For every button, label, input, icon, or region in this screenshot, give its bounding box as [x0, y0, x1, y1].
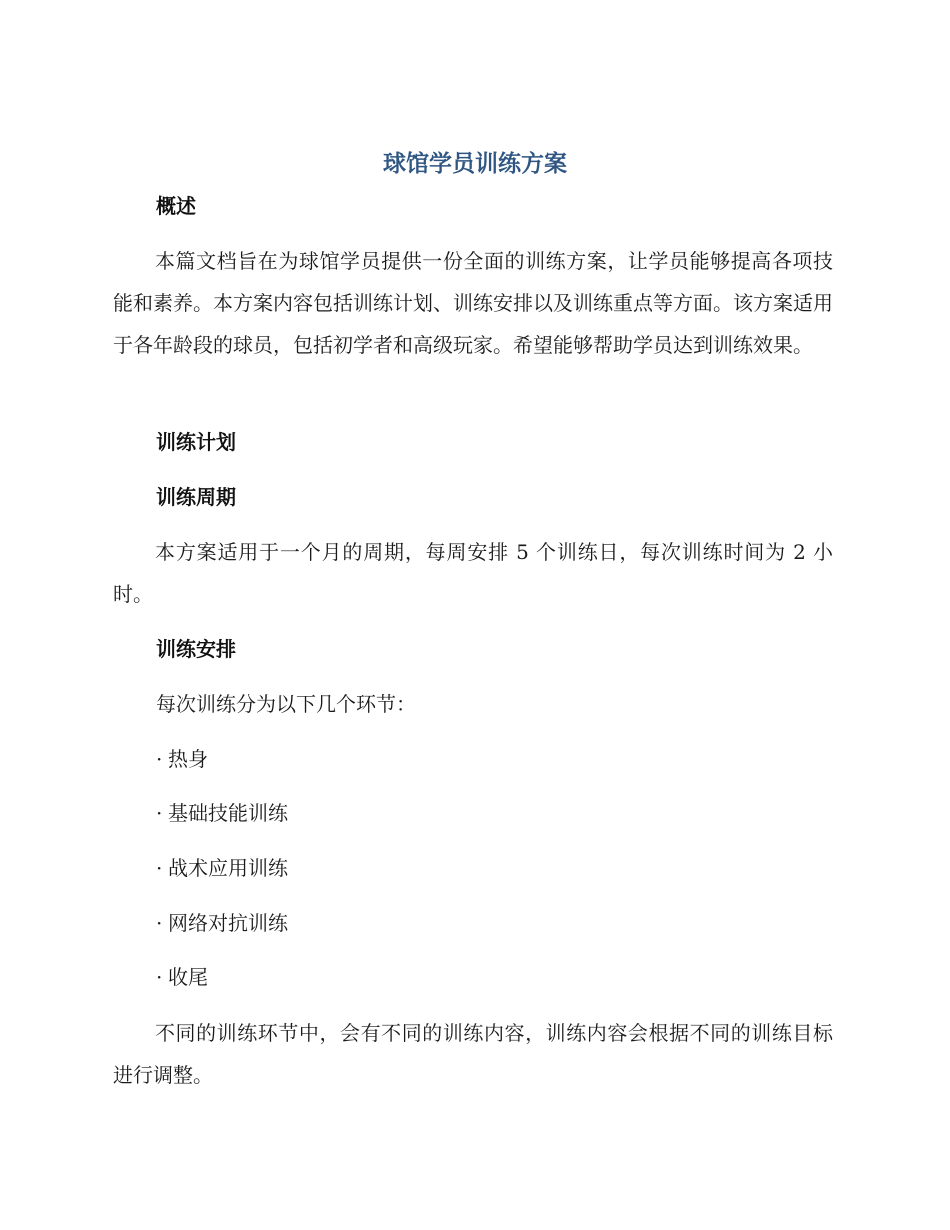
section-heading-overview: 概述: [156, 194, 196, 218]
list-item-label: 热身: [168, 747, 208, 771]
document-title: 球馆学员训练方案: [383, 151, 567, 177]
overview-paragraph: 本篇文档旨在为球馆学员提供一份全面的训练方案，让学员能够提高各项技能和素养。本方案内容包括训练计划、训练安排以及训练重点等方面。该方案适用于各年龄段的球员，包括初学者和高级玩家。希望能够帮助学员达到训练效果。: [113, 249, 833, 357]
section-heading-plan: 训练计划: [156, 430, 236, 454]
list-item: [156, 909, 288, 937]
list-item-label: 网络对抗训练: [168, 911, 288, 935]
list-item: [156, 799, 288, 827]
bullet-icon: ·: [156, 856, 163, 880]
list-item: [156, 963, 208, 991]
bullet-icon: ·: [156, 965, 163, 989]
closing-paragraph: 不同的训练环节中，会有不同的训练内容，训练内容会根据不同的训练目标进行调整。: [113, 1021, 833, 1087]
list-item-label: 收尾: [168, 965, 208, 989]
bullet-icon: ·: [156, 747, 163, 771]
bullet-icon: ·: [156, 911, 163, 935]
section-heading-cycle: 训练周期: [156, 485, 236, 509]
section-heading-arrangement: 训练安排: [156, 637, 236, 661]
list-item: [156, 854, 288, 882]
list-item-label: 战术应用训练: [168, 856, 288, 880]
cycle-paragraph: 本方案适用于一个月的周期，每周安排 5 个训练日，每次训练时间为 2 小时。: [113, 540, 833, 606]
arrangement-intro: 每次训练分为以下几个环节：: [156, 692, 416, 716]
list-item: [156, 745, 208, 773]
bullet-icon: ·: [156, 801, 163, 825]
list-item-label: 基础技能训练: [168, 801, 288, 825]
